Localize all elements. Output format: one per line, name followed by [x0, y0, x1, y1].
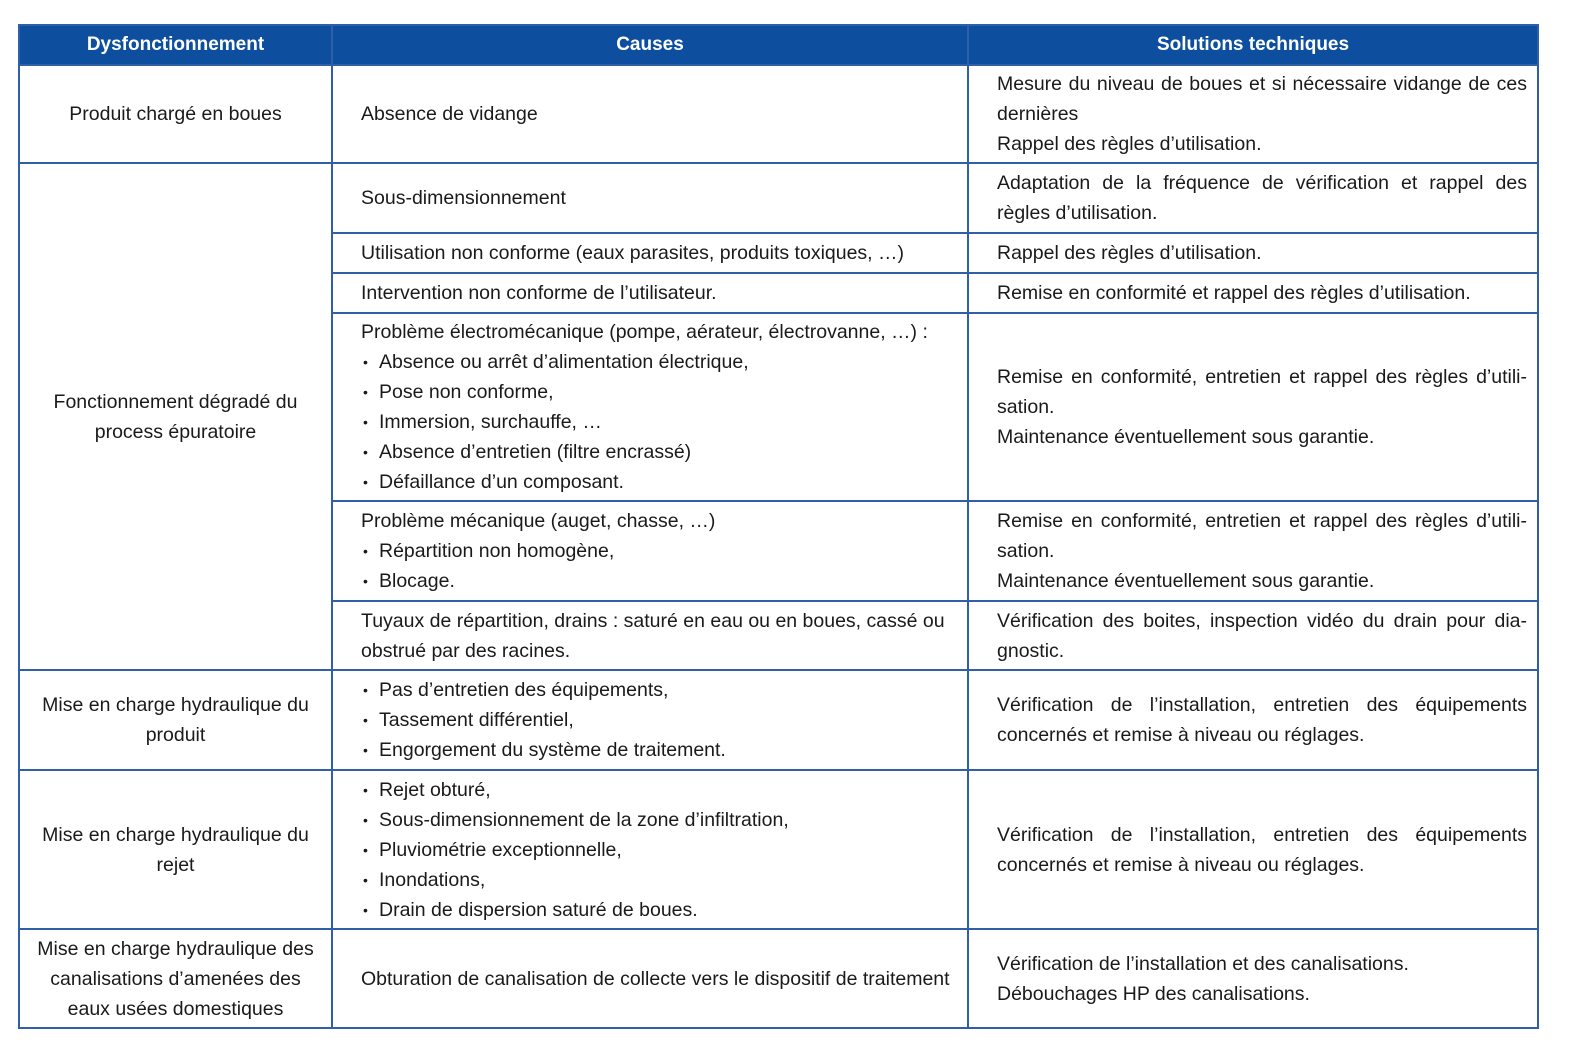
- cause-bullet-item: • Défaillance d’un composant.: [361, 467, 957, 497]
- cause-cell: [332, 65, 968, 163]
- cause-text: Intervention non conforme de l’utilisateur.: [361, 282, 717, 304]
- solution-cell: [968, 65, 1538, 163]
- solution-cell: [968, 313, 1538, 501]
- cause-cell: [332, 313, 968, 501]
- solution-text: Adaptation de la fréquence de vérification et rappel des règles d’utilisation.: [997, 172, 1527, 224]
- cause-bullet-item: • Répartition non homogène,: [361, 536, 957, 566]
- cause-bullet-item: • Pluviométrie exceptionnelle,: [361, 835, 957, 865]
- cause-text: Utilisation non conforme (eaux parasites, produits toxiques, …): [361, 242, 905, 264]
- solution-cell: [968, 163, 1538, 233]
- solution-cell: [968, 233, 1538, 273]
- cause-bullet-item: • Sous-dimensionnement de la zone d’infiltration,: [361, 805, 957, 835]
- cause-cell: [332, 233, 968, 273]
- table-header-row: [19, 25, 1538, 65]
- solution-text: Vérification de l’installation et des canalisations. Débouchages HP des canalisations.: [997, 952, 1409, 1005]
- solution-cell: [968, 601, 1538, 670]
- cause-text: Sous-dimensionnement: [361, 187, 566, 209]
- solution-text: Mesure du niveau de boues et si nécessaire vidange de ces dernières Rappel des règles d’utilisation.: [997, 73, 1527, 155]
- solution-cell: [968, 929, 1538, 1028]
- solution-cell: [968, 770, 1538, 929]
- solution-text: Remise en conformité et rappel des règles d’utilisation.: [997, 282, 1471, 304]
- dysfonctionnement-cell: Mise en charge hydraulique du rejet: [19, 770, 332, 929]
- table-row: [19, 929, 1538, 1028]
- solution-text: Vérification de l’installation, entretien des équipements concernés et remise à niveau ou réglages.: [997, 823, 1527, 876]
- cause-text: Problème électromécanique (pompe, aérateur, électrovanne, …) :: [361, 321, 928, 343]
- cause-bullet-item: • Drain de dispersion saturé de boues.: [361, 895, 957, 925]
- header-dysfonctionnement: Dysfonctionnement: [19, 25, 332, 65]
- cause-bullet-item: • Blocage.: [361, 566, 957, 596]
- table-row: [19, 65, 1538, 163]
- cause-bullet-item: • Tassement différentiel,: [361, 705, 957, 735]
- cause-cell: [332, 273, 968, 313]
- cause-bullet-item: • Engorgement du système de traitement.: [361, 735, 957, 765]
- solution-text: Remise en conformité, entretien et rappel des règles d’utili-sation. Maintenance éventuellement sous garantie.: [997, 366, 1527, 448]
- cause-cell: [332, 670, 968, 770]
- dysfonctionnement-cell: Mise en charge hydraulique du produit: [19, 670, 332, 770]
- table-body: [19, 65, 1538, 1028]
- table-row: [19, 670, 1538, 770]
- solution-cell: [968, 670, 1538, 770]
- dysfonctionnement-cell: Mise en charge hydraulique des canalisations d’amenées des eaux usées domestiques: [19, 929, 332, 1028]
- solution-text: Rappel des règles d’utilisation.: [997, 242, 1262, 264]
- dysfonctionnement-cell: Fonctionnement dégradé du process épuratoire: [19, 163, 332, 670]
- cause-bullet-item: • Inondations,: [361, 865, 957, 895]
- solution-cell: [968, 501, 1538, 601]
- header-causes: Causes: [332, 25, 968, 65]
- cause-cell: [332, 601, 968, 670]
- cause-text: Obturation de canalisation de collecte vers le dispositif de traitement: [361, 967, 950, 990]
- cause-text: Tuyaux de répartition, drains : saturé en eau ou en boues, cassé ou obstrué par des racines.: [361, 609, 945, 662]
- cause-bullet-item: • Rejet obturé,: [361, 775, 957, 805]
- header-solutions: Solutions techniques: [968, 25, 1538, 65]
- cause-cell: [332, 501, 968, 601]
- solution-text: Vérification des boites, inspection vidéo du drain pour dia-gnostic.: [997, 609, 1527, 662]
- cause-cell: [332, 929, 968, 1028]
- solution-cell: [968, 273, 1538, 313]
- cause-cell: [332, 163, 968, 233]
- cause-cell: [332, 770, 968, 929]
- solution-text: Remise en conformité, entretien et rappel des règles d’utili-sation. Maintenance éventuellement sous garantie.: [997, 510, 1527, 592]
- cause-bullet-item: • Absence d’entretien (filtre encrassé): [361, 437, 957, 467]
- cause-bullet-item: • Pas d’entretien des équipements,: [361, 675, 957, 705]
- table-row: [19, 163, 1538, 233]
- cause-text: Absence de vidange: [361, 103, 538, 125]
- table-row: [19, 770, 1538, 929]
- cause-bullet-item: • Absence ou arrêt d’alimentation électrique,: [361, 347, 957, 377]
- cause-bullet-item: • Immersion, surchauffe, …: [361, 407, 957, 437]
- solution-text: Vérification de l’installation, entretien des équipements concernés et remise à niveau ou réglages.: [997, 694, 1527, 746]
- dysfonctionnement-cell: Produit chargé en boues: [19, 65, 332, 163]
- malfunction-table: [18, 24, 1539, 1029]
- cause-text: Problème mécanique (auget, chasse, …): [361, 510, 716, 532]
- cause-bullet-item: • Pose non conforme,: [361, 377, 957, 407]
